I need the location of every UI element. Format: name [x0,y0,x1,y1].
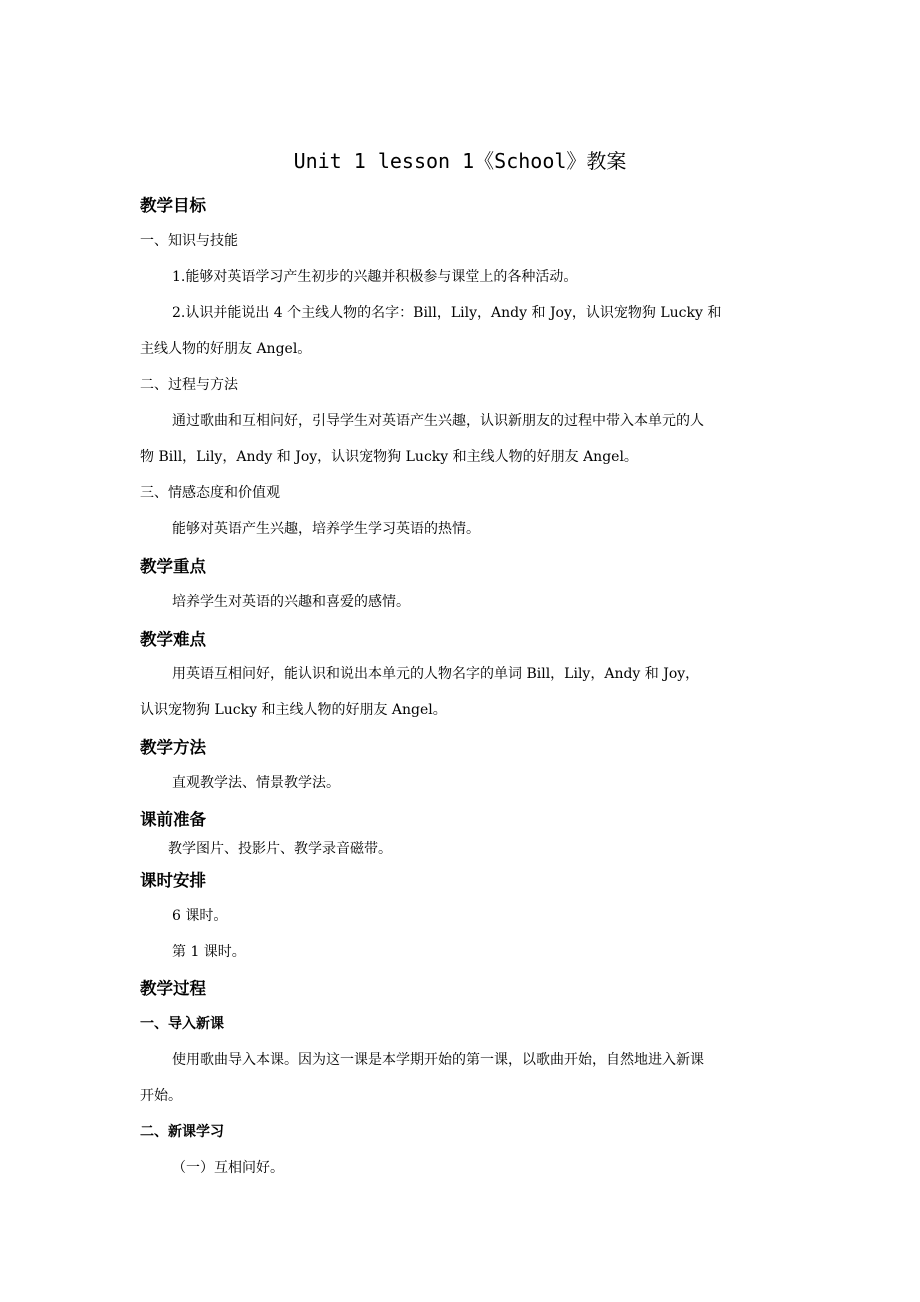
heading-key-points: 教学重点 [140,557,206,576]
heading-preparation: 课前准备 [140,810,206,829]
paragraph: （一）互相问好。 [172,1160,284,1176]
heading-difficulties: 教学难点 [140,630,206,649]
subheading-knowledge-skills: 一、知识与技能 [140,233,238,249]
paragraph: 第 1 课时。 [172,944,246,960]
subheading-process-methods: 二、过程与方法 [140,377,238,393]
paragraph: 主线人物的好朋友 Angel。 [140,341,312,357]
heading-teaching-methods: 教学方法 [140,738,206,757]
paragraph: 物 Bill，Lily，Andy 和 Joy，认识宠物狗 Lucky 和主线人物的好朋友 Angel。 [140,449,638,465]
paragraph: 直观教学法、情景教学法。 [172,775,340,791]
paragraph: 教学图片、投影片、教学录音磁带。 [168,841,392,857]
document-title: Unit 1 lesson 1《School》教案 [293,149,627,173]
paragraph: 使用歌曲导入本课。因为这一课是本学期开始的第一课，以歌曲开始，自然地进入新课 [172,1052,704,1068]
paragraph: 能够对英语产生兴趣，培养学生学习英语的热情。 [172,521,480,537]
paragraph: 2.认识并能说出 4 个主线人物的名字：Bill，Lily，Andy 和 Joy，认识宠物狗 Lucky 和 [172,305,722,321]
heading-procedure: 教学过程 [140,979,206,998]
paragraph: 培养学生对英语的兴趣和喜爱的感情。 [172,594,410,610]
paragraph: 开始。 [140,1088,182,1104]
paragraph: 1.能够对英语学习产生初步的兴趣并积极参与课堂上的各种活动。 [172,269,578,285]
paragraph: 用英语互相问好，能认识和说出本单元的人物名字的单词 Bill，Lily，Andy 和 Joy， [172,666,700,682]
paragraph: 6 课时。 [172,908,228,924]
subheading-new-lesson: 二、新课学习 [140,1124,224,1140]
paragraph: 认识宠物狗 Lucky 和主线人物的好朋友 Angel。 [140,702,447,718]
subheading-intro: 一、导入新课 [140,1016,224,1032]
heading-teaching-goals: 教学目标 [140,196,206,215]
paragraph: 通过歌曲和互相问好，引导学生对英语产生兴趣，认识新朋友的过程中带入本单元的人 [172,413,704,429]
heading-schedule: 课时安排 [140,871,206,890]
subheading-attitude-values: 三、情感态度和价值观 [140,485,280,501]
